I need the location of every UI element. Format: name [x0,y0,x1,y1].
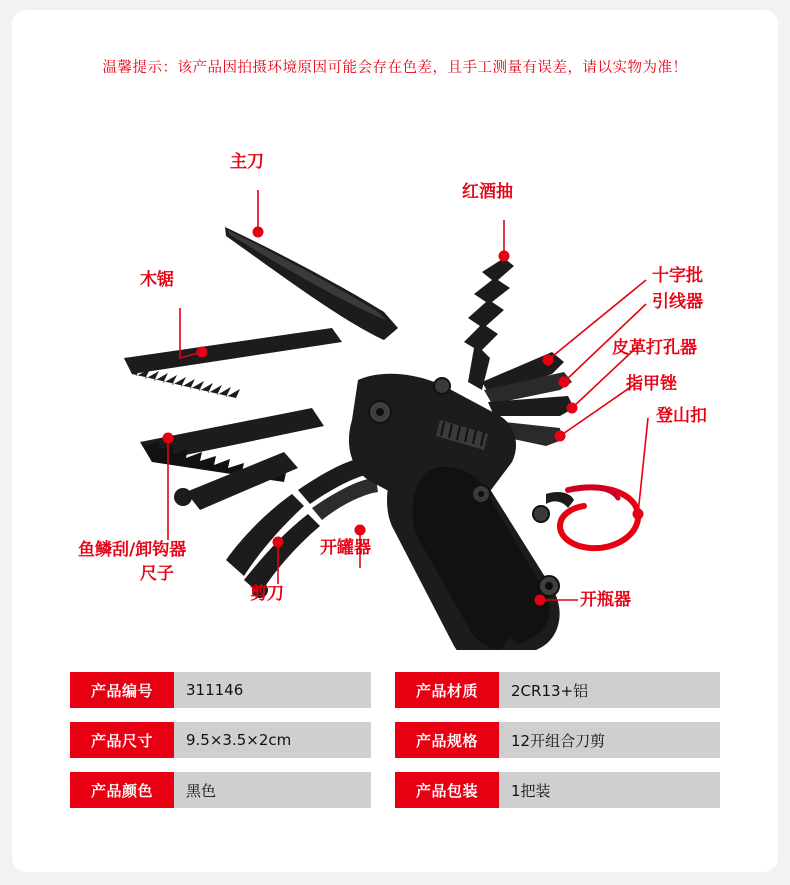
spec-cell [70,722,395,758]
callout-label-can-opener: 开罐器 [320,538,371,558]
spec-value: 1把装 [499,772,720,808]
spec-cell [70,672,395,708]
table-row [70,672,720,708]
spec-value: 12开组合刀剪 [499,722,720,758]
callout-label-wood-saw: 木锯 [140,270,174,290]
spec-cell [395,722,720,758]
callout-label-scissors: 剪刀 [250,584,284,604]
spec-cell [395,672,720,708]
callout-label-wire-stripper: 引线器 [652,292,703,312]
notice-text: 温馨提示：该产品因拍摄环境原因可能会存在色差，且手工测量有误差，请以实物为准！ [102,60,688,76]
spec-key: 产品编号 [70,672,174,708]
spec-value: 黑色 [174,772,371,808]
spec-value: 2CR13+铝 [499,672,720,708]
spec-key: 产品材质 [395,672,499,708]
product-illustration [12,90,778,650]
spec-key: 产品尺寸 [70,722,174,758]
table-row [70,772,720,808]
spec-cell [70,772,395,808]
spec-key: 产品规格 [395,722,499,758]
spec-key: 产品包装 [395,772,499,808]
spec-key: 产品颜色 [70,772,174,808]
callout-label-fish-scaler: 鱼鳞刮/卸钩器 [78,540,187,560]
white-content-card [12,10,778,872]
callout-label-bottle-opener: 开瓶器 [580,590,631,610]
callout-label-ruler: 尺子 [140,564,174,584]
spec-value: 9.5×3.5×2cm [174,722,371,758]
callout-label-main-knife: 主刀 [230,152,264,172]
callout-label-phillips-screwdriver: 十字批 [652,266,703,286]
multitool-diagram [12,90,778,650]
callout-label-wine-corkscrew: 红酒抽 [462,182,513,202]
carabiner-shape [546,487,638,548]
callout-label-leather-punch: 皮革打孔器 [612,338,697,358]
spec-table [70,672,720,822]
spec-cell [395,772,720,808]
callout-label-carabiner: 登山扣 [656,406,707,426]
spec-value: 311146 [174,672,371,708]
table-row [70,722,720,758]
callout-label-nail-file: 指甲锉 [626,374,677,394]
